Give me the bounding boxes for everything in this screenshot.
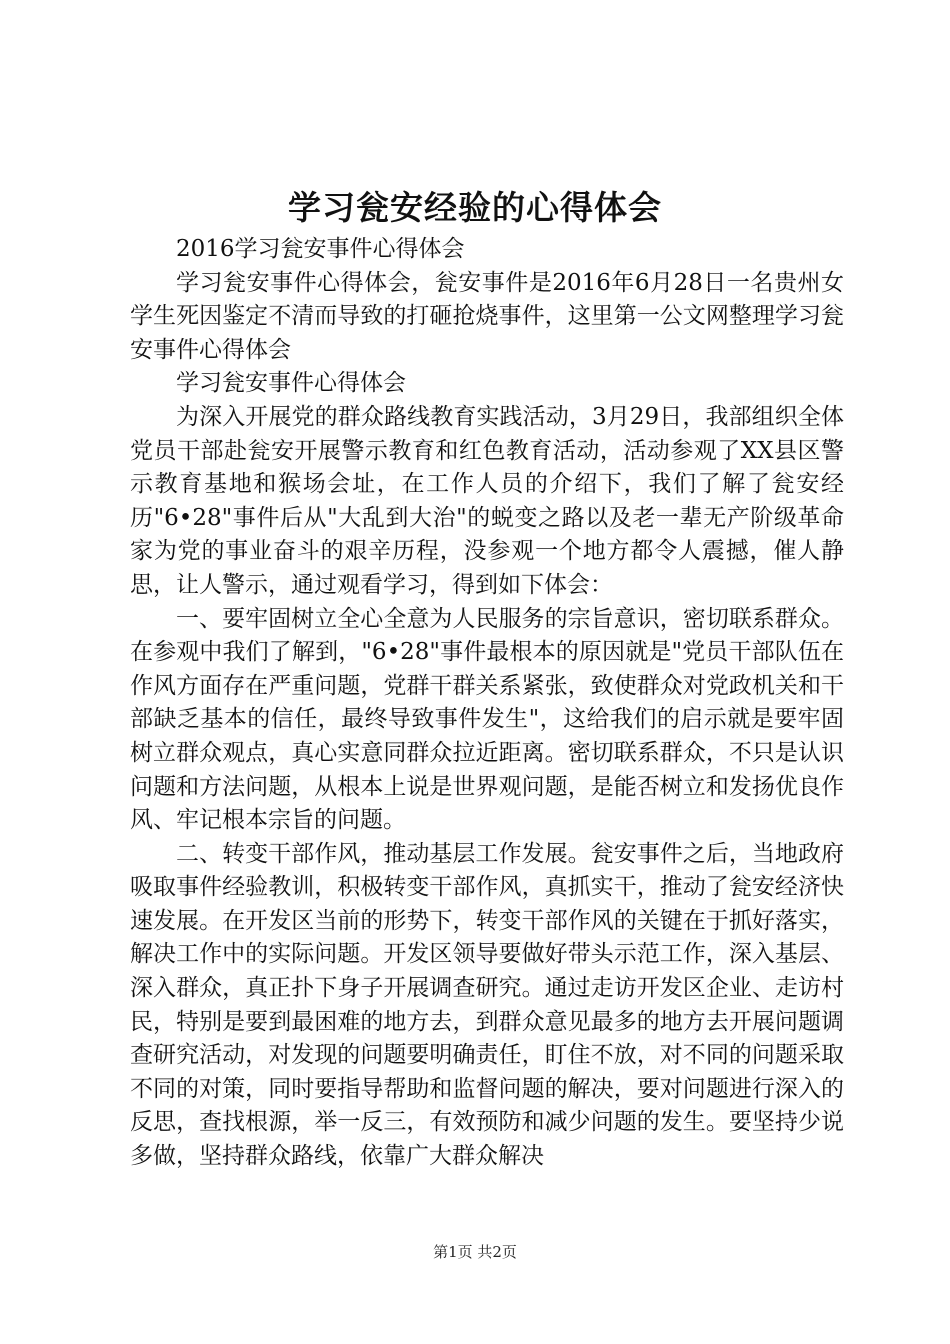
paragraph-background: 为深入开展党的群众路线教育实践活动，3月29日，我部组织全体党员干部赴瓮安开展警示教育和红色教育活动，活动参观了XX县区警示教育基地和猴场会址，在工作人员的介绍下，我们了解了瓮安经历"6•28"事件后从"大乱到大治"的蜕变之路以及老一辈无产阶级革命家为党的事业奋斗的艰辛历程，没参观一个地方都令人震撼，催人静思，让人警示，通过观看学习，得到如下体会： [130,403,844,598]
paragraph-point-two: 二、转变干部作风，推动基层工作发展。瓮安事件之后，当地政府吸取事件经验教训，积极转变干部作风，真抓实干，推动了瓮安经济快速发展。在开发区当前的形势下，转变干部作风的关键在于抓好落实，解决工作中的实际问题。开发区领导要做好带头示范工作，深入基层、深入群众，真正扑下身子开展调查研究。通过走访开发区企业、走访村民，特别是要到最困难的地方去，到群众意见最多的地方去开展问题调查研究活动，对发现的问题要明确责任，盯住不放，对不同的问题采取不同的对策，同时要指导帮助和监督问题的解决，要对问题进行深入的反思，查找根源，举一反三，有效预防和减少问题的发生。要坚持少说多做，坚持群众路线，依靠广大群众解决 [130,840,844,1170]
document-title: 学习瓮安经验的心得体会 [288,188,662,227]
paragraph-point-one: 一、要牢固树立全心全意为人民服务的宗旨意识，密切联系群众。在参观中我们了解到，"6•28"事件最根本的原因就是"党员干部队伍在作风方面存在严重问题，党群干群关系紧张，致使群众对党政机关和干部缺乏基本的信任，最终导致事件发生"，这给我们的启示就是要牢固树立群众观点，真心实意同群众拉近距离。密切联系群众，不只是认识问题和方法问题，从根本上说是世界观问题，是能否树立和发扬优良作风、牢记根本宗旨的问题。 [130,605,844,834]
paragraph-heading: 学习瓮安事件心得体会 [176,370,406,397]
page-number-footer: 第1页 共2页 [433,1243,517,1261]
paragraph-intro: 学习瓮安事件心得体会，瓮安事件是2016年6月28日一名贵州女学生死因鉴定不清而导致的打砸抢烧事件，这里第一公文网整理学习瓮安事件心得体会 [130,269,844,363]
paragraph-subtitle: 2016学习瓮安事件心得体会 [176,236,465,262]
document-body [130,233,844,1174]
